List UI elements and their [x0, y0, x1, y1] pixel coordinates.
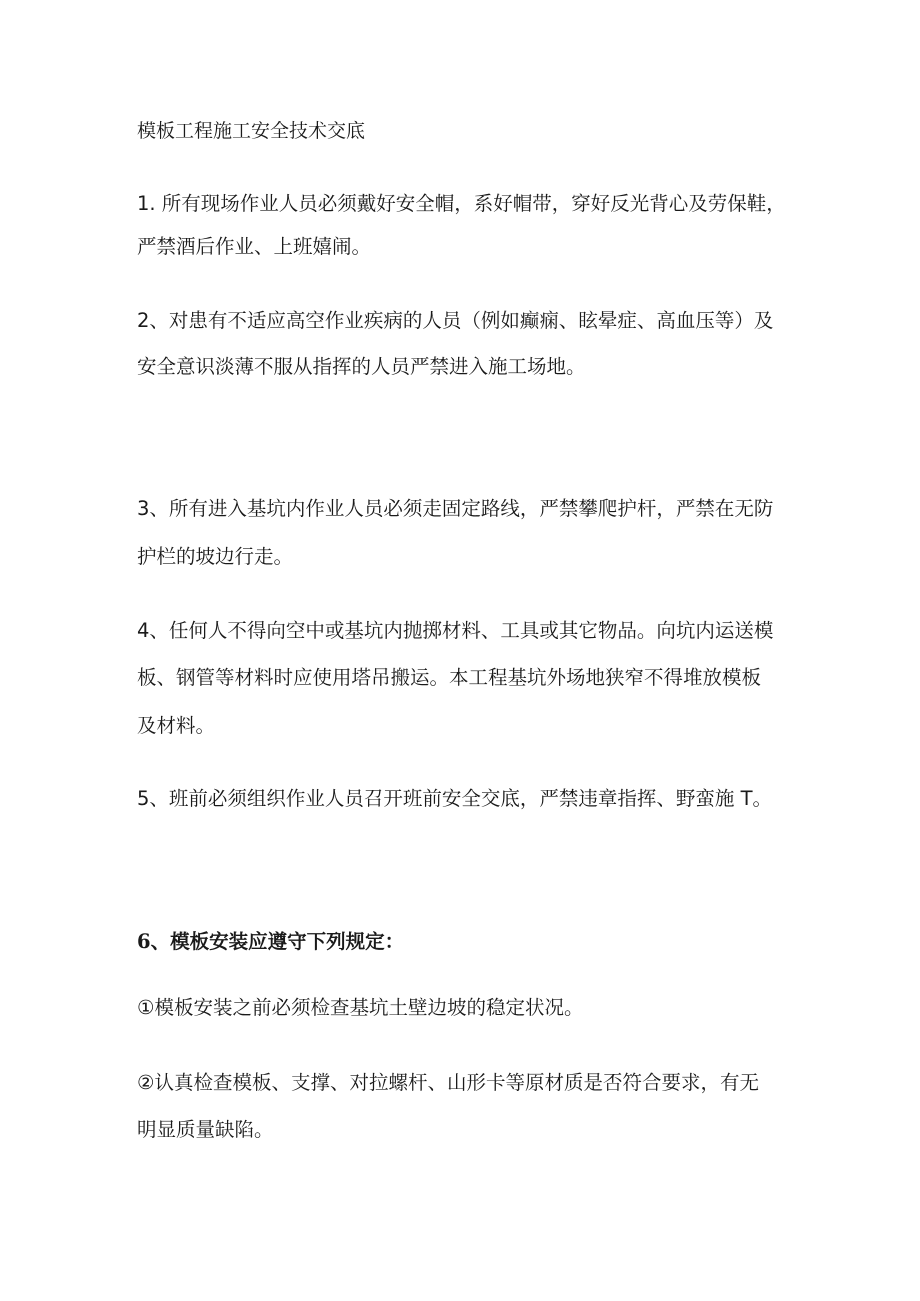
item-5-line-1: 5、班前必须组织作业人员召开班前安全交底，严禁违章指挥、野蛮施 T。 [137, 787, 773, 810]
item-6-sub-2-line-1: ②认真检查模板、支撑、对拉螺杆、山形卡等原材质是否符合要求，有无 [137, 1071, 759, 1094]
item-4-line-2: 板、钢管等材料时应使用塔吊搬运。本工程基坑外场地狭窄不得堆放模板 [137, 666, 762, 689]
item-3-line-1: 3、所有进入基坑内作业人员必须走固定路线，严禁攀爬护杆，严禁在无防 [137, 497, 774, 520]
item-2-line-1: 2、对患有不适应高空作业疾病的人员（例如癫痫、眩晕症、高血压等）及 [137, 309, 774, 332]
item-6-sub-2-line-2: 明显质量缺陷。 [137, 1118, 274, 1141]
document-title: 模板工程施工安全技术交底 [137, 120, 366, 142]
item-6-sub-1: ①模板安装之前必须检查基坑土壁边坡的稳定状况。 [137, 996, 584, 1019]
item-4-line-3: 及材料。 [137, 714, 216, 737]
item-1-line-2: 严禁酒后作业、上班嬉闹。 [137, 235, 372, 258]
item-4-line-1: 4、任何人不得向空中或基坑内抛掷材料、工具或其它物品。向坑内运送模 [137, 619, 774, 642]
item-6-heading: 6、模板安装应遵守下列规定： [137, 930, 405, 953]
item-2-line-2: 安全意识淡薄不服从指挥的人员严禁进入施工场地。 [137, 355, 586, 378]
item-1-line-1: 1. 所有现场作业人员必须戴好安全帽，系好帽带，穿好反光背心及劳保鞋， [137, 192, 786, 215]
item-3-line-2: 护栏的坡边行走。 [137, 545, 294, 568]
